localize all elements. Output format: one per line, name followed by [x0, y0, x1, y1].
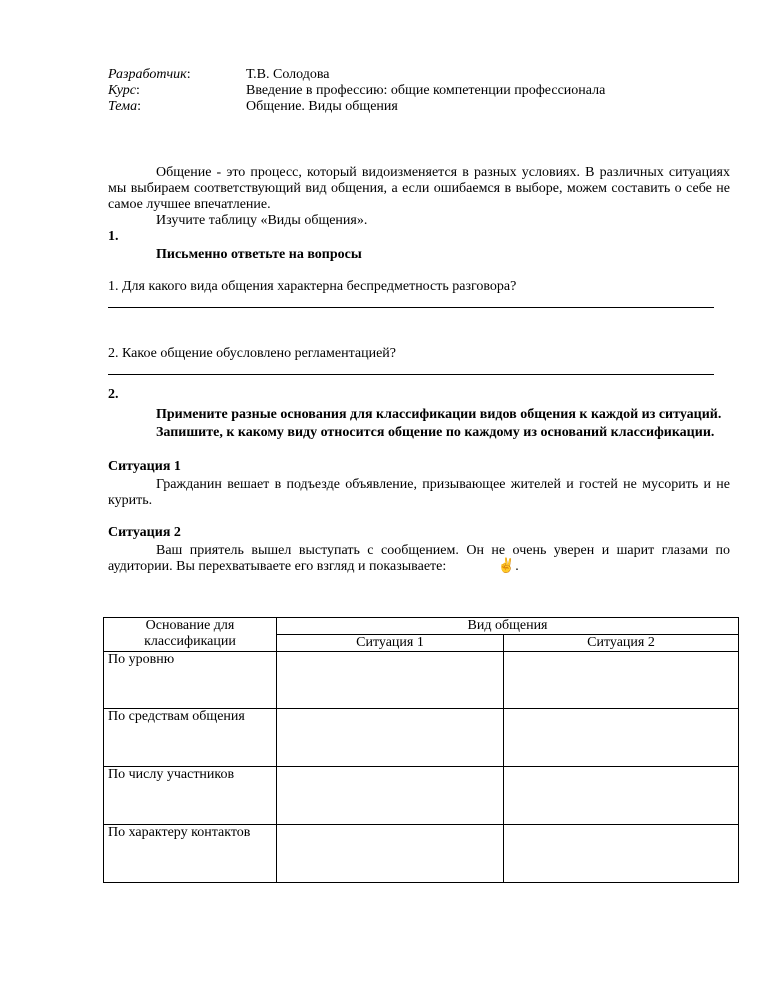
table-row — [104, 709, 739, 767]
task1-instruction: Письменно ответьте на вопросы — [156, 247, 362, 262]
question-2: 2. Какое общение обусловлено регламентацией? — [108, 346, 396, 361]
table-header-basis: Основание для классификации — [104, 618, 277, 652]
intro-paragraph: Общение - это процесс, который видоизменяется в разных условиях. В различных ситуациях мы выбираем соответствующий вид общения, а если ошибаемся в выборе, можем составить о себе не самое лучшее впечатление. — [108, 165, 730, 212]
document-meta — [108, 67, 730, 115]
topic-value: Общение. Виды общения — [246, 99, 398, 114]
table-header-situation1: Ситуация 1 — [277, 635, 504, 652]
answer-cell[interactable] — [277, 709, 504, 767]
table-row — [104, 652, 739, 709]
situation2-title: Ситуация 2 — [108, 525, 181, 540]
task2-number: 2. — [108, 387, 119, 402]
table-row — [104, 825, 739, 883]
victory-hand-icon: ✌ — [497, 559, 516, 574]
answer-cell[interactable] — [277, 825, 504, 883]
classification-table — [103, 617, 739, 883]
answer-cell[interactable] — [277, 652, 504, 709]
table-header-kind: Вид общения — [277, 618, 739, 635]
course-value: Введение в профессию: общие компетенции профессионала — [246, 83, 606, 98]
course-label: Курс: — [108, 83, 140, 98]
answer-cell[interactable] — [504, 825, 739, 883]
developer-value: Т.В. Солодова — [246, 67, 330, 82]
table-row — [104, 767, 739, 825]
situation1-title: Ситуация 1 — [108, 459, 181, 474]
task2-instruction-1: Примените разные основания для классификации видов общения к каждой из ситуаций. — [156, 407, 722, 422]
answer-cell[interactable] — [504, 652, 739, 709]
task2-instruction-2: Запишите, к какому виду относится общение по каждому из оснований классификации. — [156, 425, 715, 440]
table-header-situation2: Ситуация 2 — [504, 635, 739, 652]
developer-label: Разработчик: — [108, 67, 191, 82]
task1-number: 1. — [108, 229, 119, 244]
answer-line-2[interactable] — [108, 374, 714, 375]
answer-cell[interactable] — [504, 709, 739, 767]
document-page — [108, 67, 730, 575]
intro-instruction: Изучите таблицу «Виды общения». — [156, 213, 368, 228]
row-label-level: По уровню — [104, 652, 277, 709]
answer-cell[interactable] — [504, 767, 739, 825]
topic-label: Тема: — [108, 99, 141, 114]
situation1-text: Гражданин вешает в подъезде объявление, призывающее жителей и гостей не мусорить и не курить. — [108, 477, 730, 508]
row-label-means: По средствам общения — [104, 709, 277, 767]
answer-cell[interactable] — [277, 767, 504, 825]
situation2-text: Ваш приятель вышел выступать с сообщением. Он не очень уверен и шарит глазами по аудитории. Вы перехватываете его взгляд и показываете: ✌. — [108, 543, 730, 574]
answer-line-1[interactable] — [108, 307, 714, 308]
row-label-contacts: По характеру контактов — [104, 825, 277, 883]
question-1: 1. Для какого вида общения характерна беспредметность разговора? — [108, 279, 517, 294]
row-label-participants: По числу участников — [104, 767, 277, 825]
